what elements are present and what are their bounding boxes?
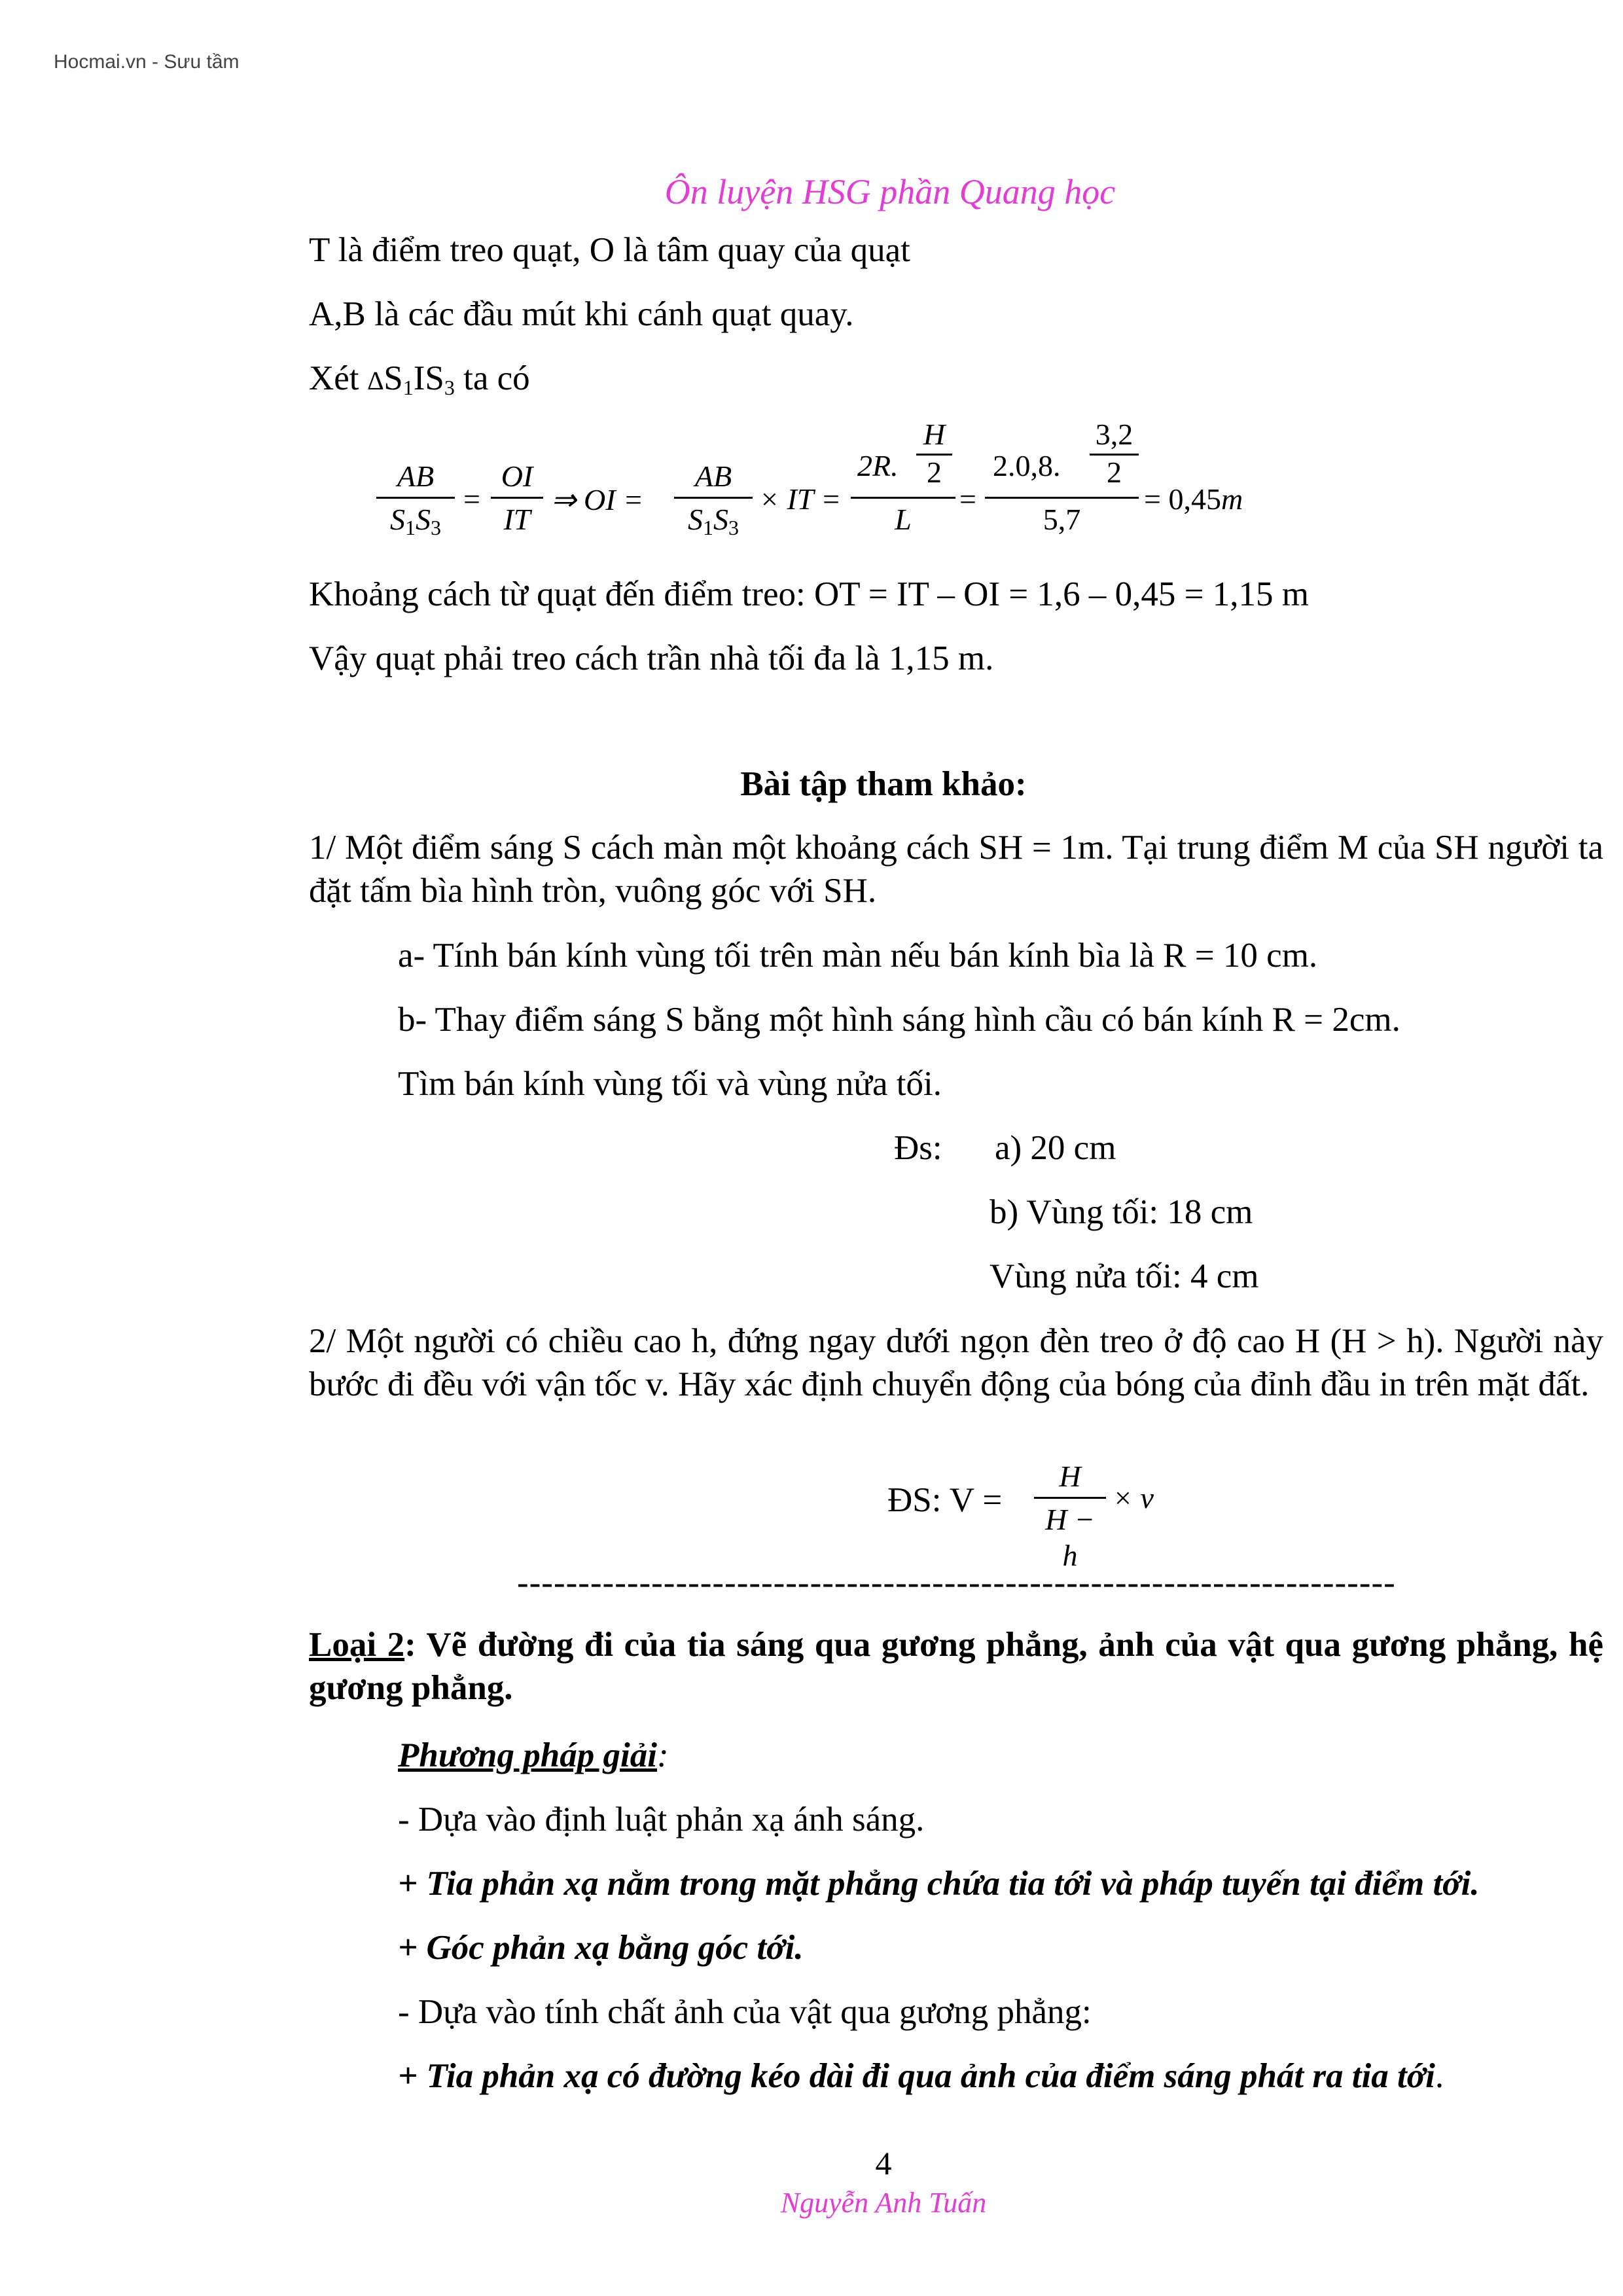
fraction-bar: [1034, 1497, 1106, 1499]
distance-line: Khoảng cách từ quạt đến điểm treo: OT = IT – OI = 1,6 – 0,45 = 1,15 m: [309, 575, 1310, 613]
den-sub: 3: [431, 516, 441, 540]
problem-2-answer-prefix: ĐS: V =: [887, 1481, 1003, 1519]
times-it: × IT =: [759, 482, 842, 516]
result-value: = 0,45: [1144, 482, 1221, 516]
method-item-3: + Góc phản xạ bằng góc tới.: [398, 1929, 804, 1967]
footer-author: Nguyễn Anh Tuấn: [780, 2187, 987, 2219]
num-2r: 2R.: [857, 449, 899, 482]
equals-sign-2: =: [959, 482, 976, 516]
fraction-numerator: AB: [397, 459, 435, 493]
equals-sign: =: [463, 482, 480, 516]
implies-oi: ⇒ OI =: [551, 483, 644, 516]
fraction-bar: [674, 497, 753, 499]
type-2-colon: :: [404, 1626, 416, 1664]
header-title: Ôn luyện HSG phần Quang học: [664, 172, 1116, 211]
separator: ------------------------------------------------------------------------: [517, 1564, 1396, 1602]
intro-line-2: A,B là các đầu mút khi cánh quạt quay.: [309, 295, 854, 333]
fraction-numeric: [985, 419, 1139, 537]
fraction-ab-s1s3: [376, 458, 455, 541]
den-s: S: [416, 503, 431, 537]
result-unit: m: [1221, 482, 1243, 516]
problem-2-text: 2/ Một người có chiều cao h, đứng ngay dưới ngọn đèn treo ở độ cao H (H > h). Người này bước đi đều với vận tốc v. Hãy xác định chuyển động của bóng của đỉnh đầu in trên mặt đất.: [309, 1322, 1603, 1403]
fraction-numerator: OI: [501, 459, 533, 493]
intro-line-3-prefix: Xét: [309, 359, 368, 397]
fraction-denominator: 5,7: [1043, 503, 1081, 536]
reference-heading: Bài tập tham khảo:: [740, 765, 1027, 803]
intro-s: S: [383, 359, 403, 397]
method-heading-colon: :: [656, 1736, 669, 1774]
conclusion-line: Vậy quạt phải treo cách trần nhà tối đa là 1,15 m.: [309, 639, 994, 677]
intro-line-3-suffix: ta có: [454, 359, 530, 397]
fraction-bar: [985, 497, 1139, 499]
method-item-4: - Dựa vào tính chất ảnh của vật qua gương phẳng:: [398, 1993, 1092, 2031]
page-number: 4: [875, 2145, 892, 2181]
problem-2-answer-fraction: [1034, 1458, 1106, 1574]
intro-line-3: [309, 359, 530, 400]
problem-1-answer-a: a) 20 cm: [995, 1129, 1116, 1167]
intro-line-1: T là điểm treo quạt, O là tâm quay của quạt: [309, 231, 910, 269]
method-item-2: + Tia phản xạ nằm trong mặt phẳng chứa tia tới và pháp tuyến tại điểm tới.: [398, 1865, 1480, 1903]
den-s: S: [688, 503, 703, 537]
problem-1-answer-label: Đs:: [894, 1129, 942, 1167]
fraction-bar: [376, 497, 455, 499]
method-heading-text: Phương pháp giải: [398, 1736, 657, 1774]
fraction-denominator: [376, 501, 455, 540]
den-sub: 1: [703, 516, 713, 540]
fraction-numerator: H: [1059, 1460, 1081, 1493]
method-item-5: [398, 2056, 1444, 2096]
fraction-numerator: [851, 419, 955, 494]
fraction-numerator: [985, 419, 1139, 494]
fraction-denominator: [674, 501, 753, 540]
method-heading: [398, 1736, 669, 1775]
result: [1144, 482, 1243, 516]
num-h: H: [916, 416, 952, 456]
num-2-0-8: 2.0,8.: [993, 449, 1061, 482]
num-2: 2: [927, 456, 942, 489]
intro-sub-3: 3: [444, 376, 455, 399]
watermark: Hocmai.vn - Sưu tầm: [54, 51, 240, 73]
type-2-title: Vẽ đường đi của tia sáng qua gương phẳng, ảnh của vật qua gương phẳng, hệ gương phẳng.: [309, 1626, 1603, 1707]
fraction-denominator: L: [895, 503, 912, 536]
fraction-bar: [851, 497, 955, 499]
fraction-ab-s1s3-2: [674, 458, 753, 541]
type-2-label: Loại 2: [309, 1626, 405, 1664]
num-2: 2: [1107, 456, 1122, 489]
den-sub: 3: [728, 516, 739, 540]
den-s: S: [713, 503, 728, 537]
fraction-2r-h-l: [851, 419, 955, 537]
problem-1-answer-c: Vùng nửa tối: 4 cm: [990, 1257, 1259, 1295]
problem-1-part-a: a- Tính bán kính vùng tối trên màn nếu bán kính bìa là R = 10 cm.: [398, 937, 1318, 975]
method-item-5-text: + Tia phản xạ có đường kéo dài đi qua ảnh của điểm sáng phát ra tia tới: [398, 2057, 1435, 2095]
fraction-oi-it: [491, 458, 543, 537]
intro-sub-1: 1: [402, 376, 414, 399]
fraction-numerator: AB: [694, 459, 732, 493]
problem-1-answer-b: b) Vùng tối: 18 cm: [990, 1193, 1253, 1231]
problem-1-text: 1/ Một điểm sáng S cách màn một khoảng cách SH = 1m. Tại trung điểm M của SH người ta đặt tấm bìa hình tròn, vuông góc với SH.: [309, 829, 1603, 910]
method-item-5-dot: .: [1435, 2057, 1444, 2095]
problem-2-answer-suffix: × v: [1113, 1481, 1154, 1515]
num-3-2: 3,2: [1090, 416, 1139, 456]
method-item-1: - Dựa vào định luật phản xạ ánh sáng.: [398, 1801, 925, 1839]
problem-1-part-b2: Tìm bán kính vùng tối và vùng nửa tối.: [398, 1065, 942, 1103]
fraction-denominator: IT: [503, 503, 531, 537]
den-sub: 1: [405, 516, 416, 540]
fraction-bar: [491, 497, 543, 499]
intro-is: IS: [413, 359, 444, 397]
type-2-heading: [309, 1623, 1603, 1710]
den-s: S: [390, 503, 405, 537]
triangle-symbol: ∆: [367, 366, 384, 395]
problem-1-part-b: b- Thay điểm sáng S bằng một hình sáng hình cầu có bán kính R = 2cm.: [398, 1001, 1400, 1039]
fraction-denominator: H − h: [1045, 1503, 1095, 1573]
